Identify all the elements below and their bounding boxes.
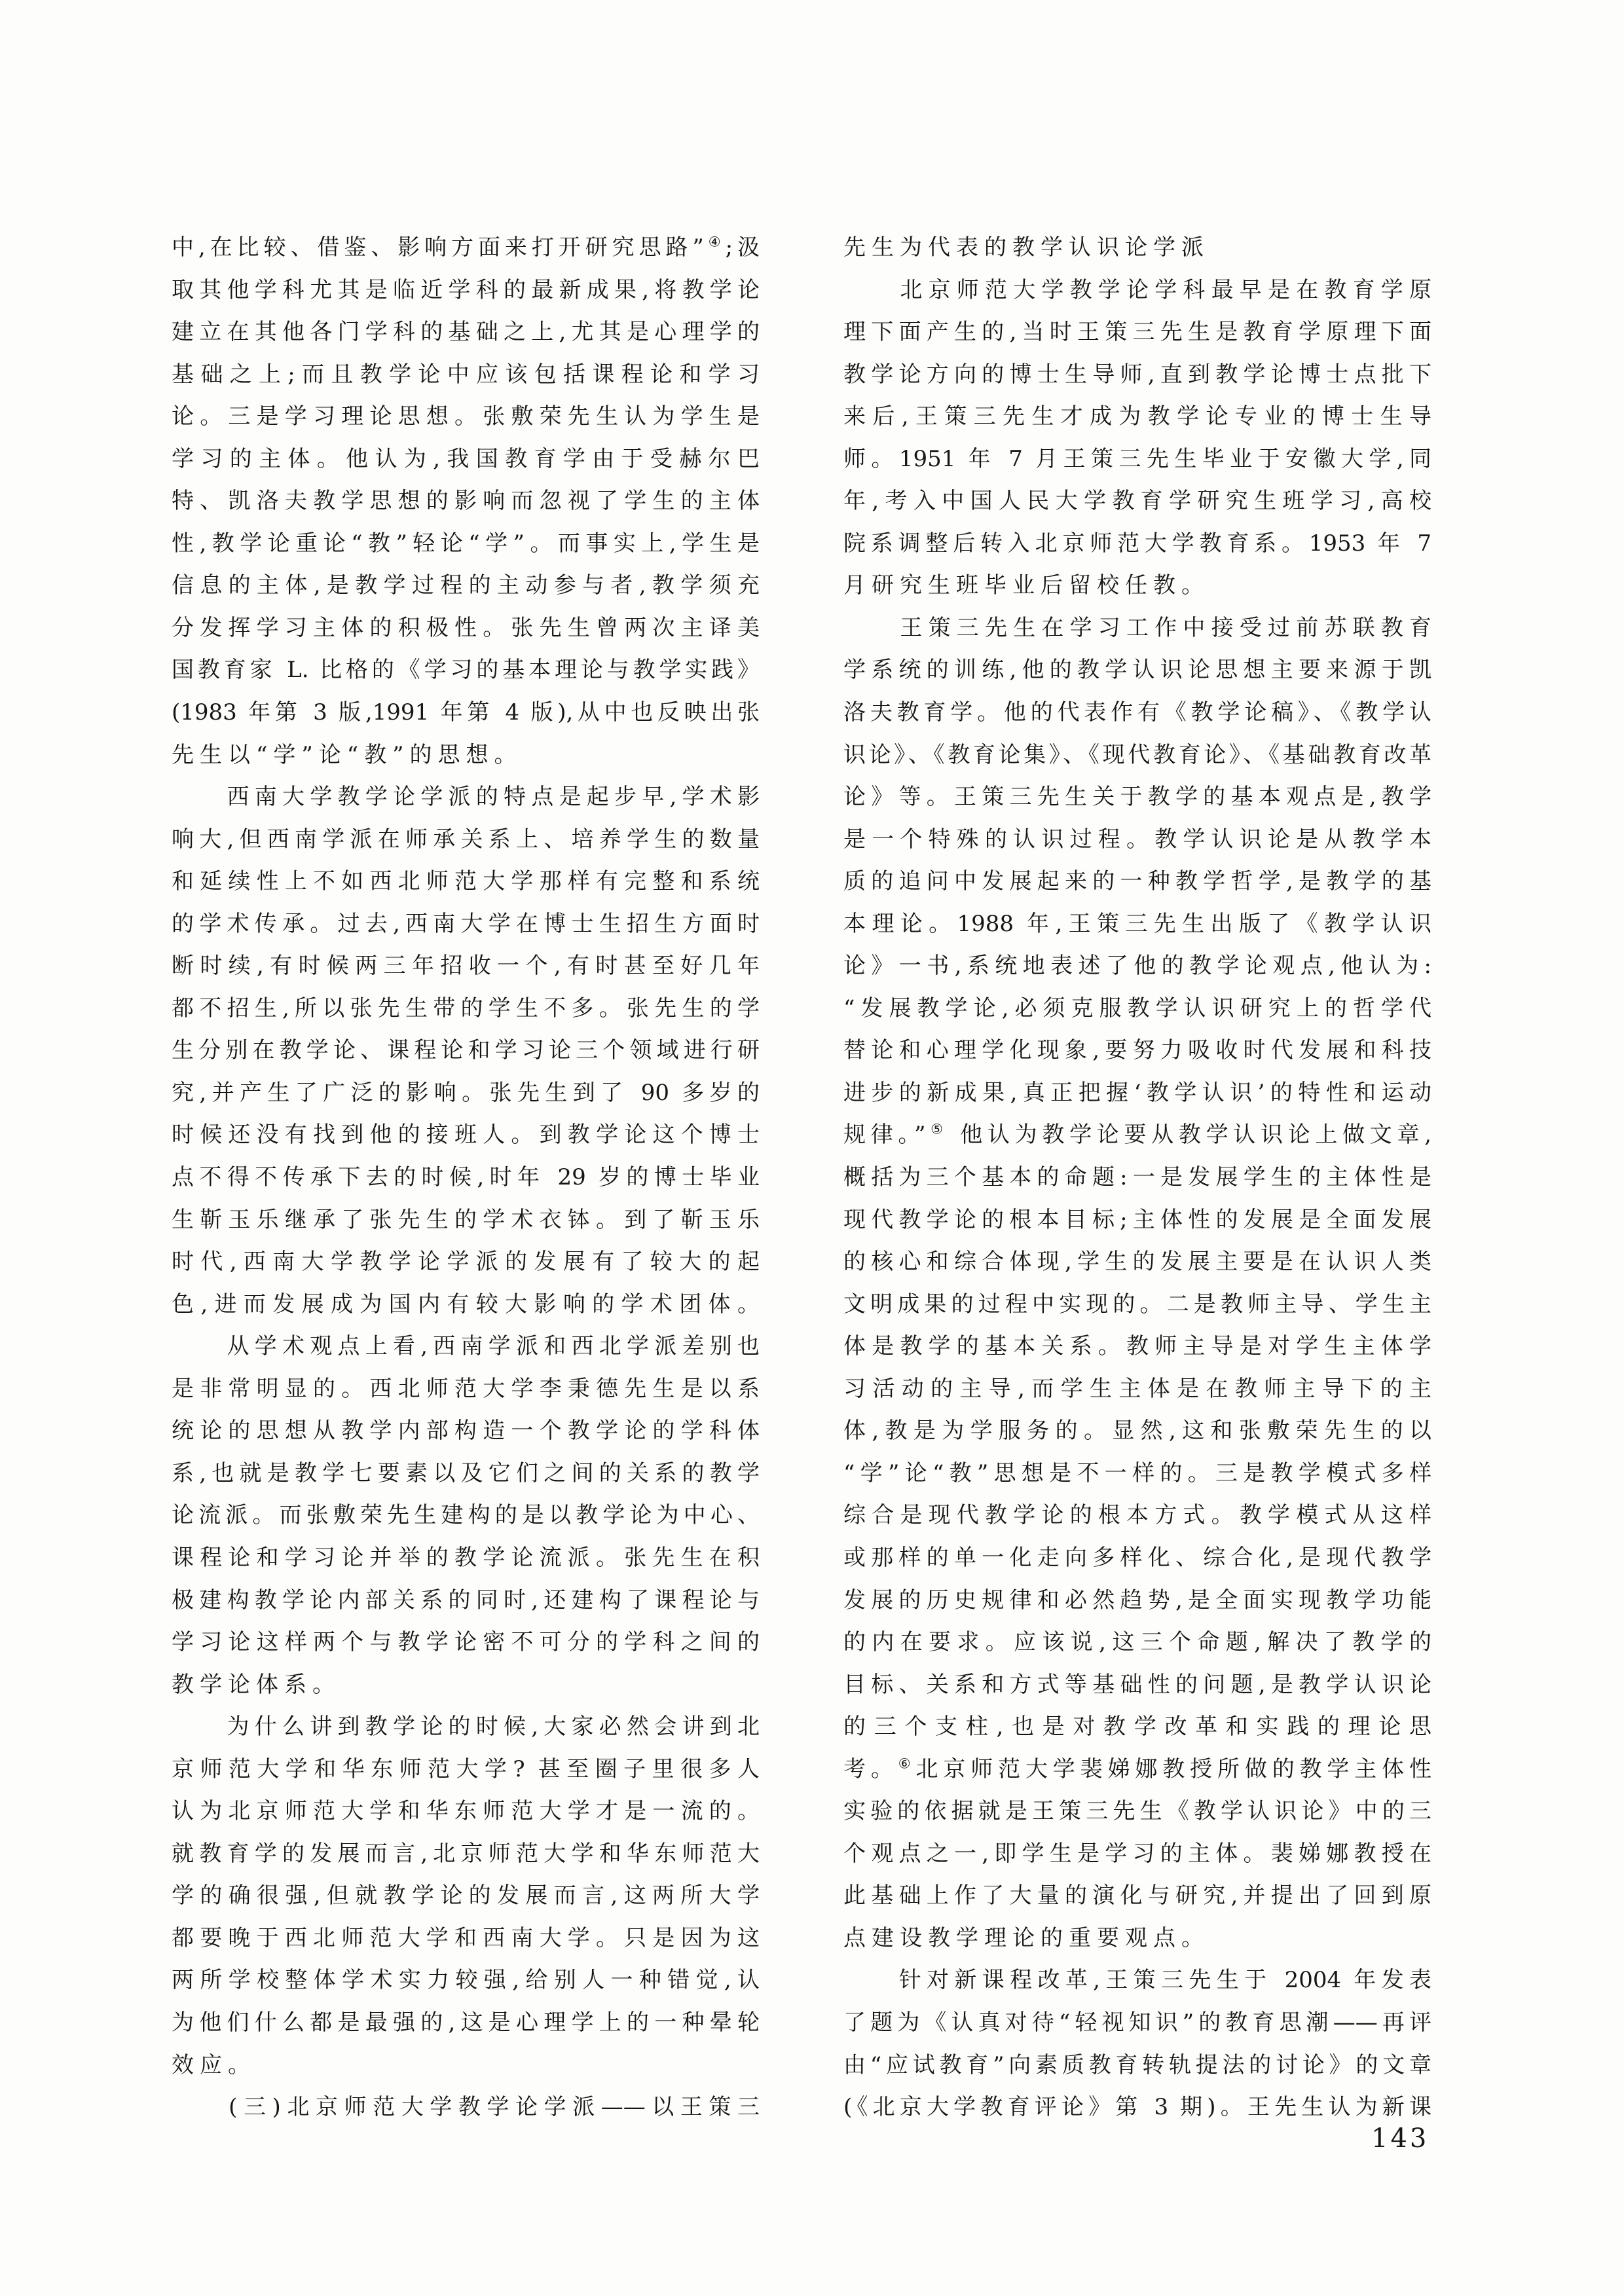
text-line: 的核心和综合体现,学生的发展主要是在认识人类 bbox=[843, 1249, 1431, 1276]
text-line: 个观点之一,即学生是学习的主体。裴娣娜教授在 bbox=[843, 1840, 1431, 1867]
text-line: 年,考入中国人民大学教育学研究生班学习,高校 bbox=[843, 488, 1431, 515]
text-line: (1983 年第 3 版,1991 年第 4 版),从中也反映出张 bbox=[172, 699, 760, 726]
text-line: 实验的依据就是王策三先生《教学认识论》中的三 bbox=[843, 1798, 1431, 1825]
text-line: 效应。 bbox=[172, 2051, 256, 2078]
text-column-left bbox=[172, 227, 760, 2129]
text-line: 点不得不传承下去的时候,时年 29 岁的博士毕业 bbox=[172, 1164, 760, 1191]
text-line: 西南大学教学论学派的特点是起步早,学术影 bbox=[172, 784, 760, 811]
text-line: 是一个特殊的认识过程。教学认识论是从教学本 bbox=[843, 826, 1431, 853]
text-line: 论》等。王策三先生关于教学的基本观点是,教学 bbox=[843, 784, 1431, 811]
text-line: 课程论和学习论并举的教学论流派。张先生在积 bbox=[172, 1544, 760, 1571]
text-line: 由“应试教育”向素质教育转轨提法的讨论》的文章 bbox=[843, 2051, 1431, 2078]
text-line: 考。⑥北京师范大学裴娣娜教授所做的教学主体性 bbox=[843, 1755, 1431, 1782]
text-line: 为什么讲到教学论的时候,大家必然会讲到北 bbox=[172, 1714, 760, 1740]
footnote-marker: ④ bbox=[703, 233, 726, 250]
text-line: 和延续性上不如西北师范大学那样有完整和系统 bbox=[172, 868, 760, 895]
text-line: “发展教学论,必须克服教学认识研究上的哲学代 bbox=[843, 995, 1431, 1021]
text-line: 京师范大学和华东师范大学? 甚至圈子里很多人 bbox=[172, 1755, 760, 1782]
text-line: 学习论这样两个与教学论密不可分的学科之间的 bbox=[172, 1629, 760, 1656]
text-line: 综合是现代教学论的根本方式。教学模式从这样 bbox=[843, 1502, 1431, 1529]
text-line: 了题为《认真对待“轻视知识”的教育思潮——再评 bbox=[843, 2009, 1431, 2036]
text-line: 认为北京师范大学和华东师范大学才是一流的。 bbox=[172, 1798, 760, 1825]
text-line: (三)北京师范大学教学论学派——以王策三 bbox=[172, 2094, 760, 2121]
text-line: 统论的思想从教学内部构造一个教学论的学科体 bbox=[172, 1418, 760, 1444]
text-line: 学系统的训练,他的教学认识论思想主要来源于凯 bbox=[843, 657, 1431, 684]
text-line: 的内在要求。应该说,这三个命题,解决了教学的 bbox=[843, 1629, 1431, 1656]
text-line: 体,教是为学服务的。显然,这和张敷荣先生的以 bbox=[843, 1418, 1431, 1444]
text-line: 论流派。而张敷荣先生建构的是以教学论为中心、 bbox=[172, 1502, 760, 1529]
footnote-marker: ⑤ bbox=[925, 1121, 948, 1138]
text-line: 先生以“学”论“教”的思想。 bbox=[172, 741, 523, 768]
text-line: 针对新课程改革,王策三先生于 2004 年发表 bbox=[843, 1967, 1431, 1994]
text-line: 从学术观点上看,西南学派和西北学派差别也 bbox=[172, 1333, 760, 1360]
text-line: 学的确很强,但就教学论的发展而言,这两所大学 bbox=[172, 1882, 760, 1909]
text-line: 月研究生班毕业后留校任教。 bbox=[843, 572, 1209, 599]
text-line: 规律。”⑤ 他认为教学论要从教学认识论上做文章, bbox=[843, 1121, 1431, 1148]
text-line: 体是教学的基本关系。教师主导是对学生主体学 bbox=[843, 1333, 1431, 1360]
text-line: 替论和心理学化现象,要努力吸收时代发展和科技 bbox=[843, 1037, 1431, 1064]
text-line: 分发挥学习主体的积极性。张先生曾两次主译美 bbox=[172, 614, 760, 641]
footnote-marker: ⑥ bbox=[898, 1755, 916, 1772]
text-line: 概括为三个基本的命题:一是发展学生的主体性是 bbox=[843, 1164, 1431, 1191]
text-line: 究,并产生了广泛的影响。张先生到了 90 多岁的 bbox=[172, 1079, 760, 1106]
text-line: 目标、关系和方式等基础性的问题,是教学认识论 bbox=[843, 1671, 1431, 1698]
text-line: 先生为代表的教学认识论学派 bbox=[843, 234, 1209, 261]
text-line: 论。三是学习理论思想。张敷荣先生认为学生是 bbox=[172, 403, 760, 430]
text-line: 现代教学论的根本目标;主体性的发展是全面发展 bbox=[843, 1206, 1431, 1233]
text-line: 此基础上作了大量的演化与研究,并提出了回到原 bbox=[843, 1882, 1431, 1909]
text-line: 中,在比较、借鉴、影响方面来打开研究思路”④;汲 bbox=[172, 233, 760, 261]
text-line: 进步的新成果,真正把握‘教学认识’的特性和运动 bbox=[843, 1079, 1431, 1106]
text-line: 发展的历史规律和必然趋势,是全面实现教学功能 bbox=[843, 1587, 1431, 1613]
text-line: 习活动的主导,而学生主体是在教师主导下的主 bbox=[843, 1375, 1431, 1402]
text-line: 来后,王策三先生才成为教学论专业的博士生导 bbox=[843, 403, 1431, 430]
text-column-right bbox=[843, 227, 1431, 2129]
text-line: 响大,但西南学派在师承关系上、培养学生的数量 bbox=[172, 826, 760, 853]
text-line: 都要晚于西北师范大学和西南大学。只是因为这 bbox=[172, 1924, 760, 1951]
text-line: 取其他学科尤其是临近学科的最新成果,将教学论 bbox=[172, 276, 760, 303]
text-line: 北京师范大学教学论学科最早是在教育学原 bbox=[843, 276, 1431, 303]
text-line: 色,进而发展成为国内有较大影响的学术团体。 bbox=[172, 1291, 760, 1317]
text-line: 学习的主体。他认为,我国教育学由于受赫尔巴 bbox=[172, 445, 760, 472]
text-line: 师。1951 年 7 月王策三先生毕业于安徽大学,同 bbox=[843, 445, 1431, 472]
text-line: 信息的主体,是教学过程的主动参与者,教学须充 bbox=[172, 572, 760, 599]
text-line: 论》一书,系统地表述了他的教学论观点,他认为: bbox=[843, 953, 1431, 980]
text-line: 理下面产生的,当时王策三先生是教育学原理下面 bbox=[843, 319, 1431, 346]
text-line: 本理论。1988 年,王策三先生出版了《教学认识 bbox=[843, 910, 1431, 937]
text-line: 文明成果的过程中实现的。二是教师主导、学生主 bbox=[843, 1291, 1431, 1317]
text-line: 的三个支柱,也是对教学改革和实践的理论思 bbox=[843, 1714, 1431, 1740]
text-line: 生靳玉乐继承了张先生的学术衣钵。到了靳玉乐 bbox=[172, 1206, 760, 1233]
text-line: 特、凯洛夫教学思想的影响而忽视了学生的主体 bbox=[172, 488, 760, 515]
text-line: 或那样的单一化走向多样化、综合化,是现代教学 bbox=[843, 1544, 1431, 1571]
text-line: 洛夫教育学。他的代表作有《教学论稿》、《教学认 bbox=[843, 699, 1431, 726]
text-line: 生分别在教学论、课程论和学习论三个领域进行研 bbox=[172, 1037, 760, 1064]
page-number: 143 bbox=[1371, 2123, 1430, 2154]
text-line: 时候还没有找到他的接班人。到教学论这个博士 bbox=[172, 1122, 760, 1148]
text-line: 基础之上;而且教学论中应该包括课程论和学习 bbox=[172, 361, 760, 388]
text-line: 国教育家 L. 比格的《学习的基本理论与教学实践》 bbox=[172, 657, 760, 684]
text-line: 建立在其他各门学科的基础之上,尤其是心理学的 bbox=[172, 319, 760, 346]
text-line: “学”论“教”思想是不一样的。三是教学模式多样 bbox=[843, 1460, 1431, 1486]
text-line: 的学术传承。过去,西南大学在博士生招生方面时 bbox=[172, 910, 760, 937]
text-line: 两所学校整体学术实力较强,给别人一种错觉,认 bbox=[172, 1967, 760, 1994]
text-line: (《北京大学教育评论》第 3 期)。王先生认为新课 bbox=[843, 2094, 1431, 2121]
text-line: 点建设教学理论的重要观点。 bbox=[843, 1924, 1209, 1951]
text-line: 识论》、《教育论集》、《现代教育论》、《基础教育改革 bbox=[843, 741, 1431, 768]
text-line: 质的追问中发展起来的一种教学哲学,是教学的基 bbox=[843, 868, 1431, 895]
text-line: 是非常明显的。西北师范大学李秉德先生是以系 bbox=[172, 1375, 760, 1402]
text-line: 都不招生,所以张先生带的学生不多。张先生的学 bbox=[172, 995, 760, 1021]
text-line: 为他们什么都是最强的,这是心理学上的一种晕轮 bbox=[172, 2009, 760, 2036]
text-line: 系,也就是教学七要素以及它们之间的关系的教学 bbox=[172, 1460, 760, 1486]
text-line: 断时续,有时候两三年招收一个,有时甚至好几年 bbox=[172, 953, 760, 980]
text-line: 性,教学论重论“教”轻论“学”。而事实上,学生是 bbox=[172, 530, 760, 557]
text-line: 极建构教学论内部关系的同时,还建构了课程论与 bbox=[172, 1587, 760, 1613]
text-line: 就教育学的发展而言,北京师范大学和华东师范大 bbox=[172, 1840, 760, 1867]
text-line: 院系调整后转入北京师范大学教育系。1953 年 7 bbox=[843, 530, 1431, 557]
text-line: 王策三先生在学习工作中接受过前苏联教育 bbox=[843, 614, 1431, 641]
text-line: 教学论方向的博士生导师,直到教学论博士点批下 bbox=[843, 361, 1431, 388]
text-line: 教学论体系。 bbox=[172, 1671, 341, 1698]
text-line: 时代,西南大学教学论学派的发展有了较大的起 bbox=[172, 1249, 760, 1276]
